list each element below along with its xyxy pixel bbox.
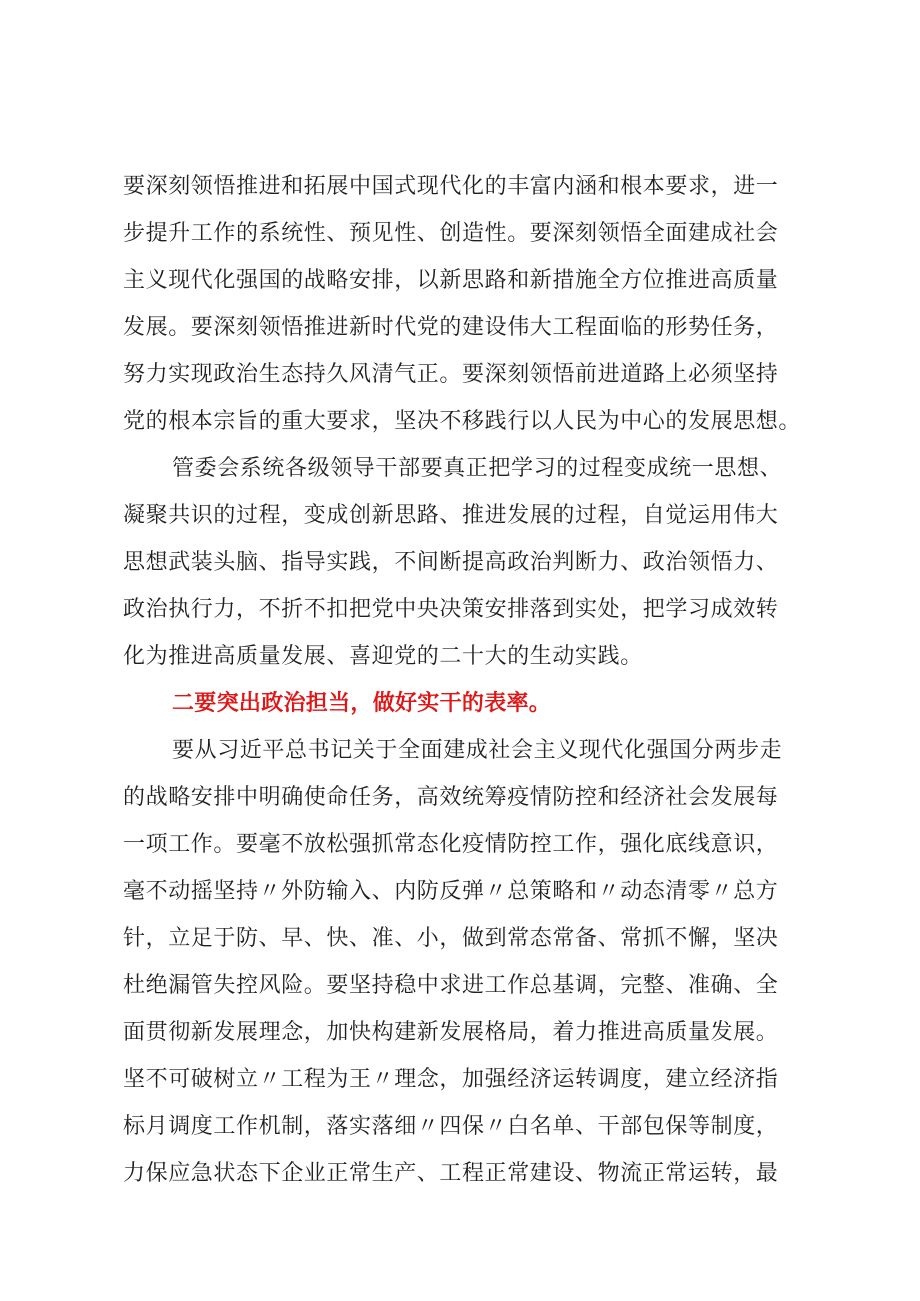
text-line: 主义现代化强国的战略安排，以新思路和新措施全方位推进高质量	[123, 268, 779, 293]
text-line: 的战略安排中明确使命任务，高效统筹疫情防控和经济社会发展每	[123, 785, 779, 810]
paragraph-first-line: 管委会系统各级领导干部要真正把学习的过程变成统一思想、	[172, 456, 783, 481]
document-body	[123, 163, 813, 1197]
text-line: 标月调度工作机制，落实落细〃四保〃白名单、干部包保等制度，	[123, 1114, 779, 1139]
paragraph-first-line: 要从习近平总书记关于全面建成社会主义现代化强国分两步走	[172, 738, 783, 763]
text-line: 发展。要深刻领悟推进新时代党的建设伟大工程面临的形势任务，	[123, 315, 779, 340]
text-line: 针，立足于防、早、快、准、小，做到常态常备、常抓不懈，坚决	[123, 926, 779, 951]
text-line: 一项工作。要毫不放松强抓常态化疫情防控工作，强化底线意识，	[123, 832, 779, 857]
text-line: 党的根本宗旨的重大要求，坚决不移践行以人民为中心的发展思想。	[123, 409, 802, 434]
text-line: 坚不可破树立〃工程为王〃理念，加强经济运转调度，建立经济指	[123, 1067, 779, 1092]
text-line: 毫不动摇坚持〃外防输入、内防反弹〃总策略和〃动态清零〃总方	[123, 879, 779, 904]
text-line: 凝聚共识的过程，变成创新思路、推进发展的过程，自觉运用伟大	[123, 503, 779, 528]
text-line: 步提升工作的系统性、预见性、创造性。要深刻领悟全面建成社会	[123, 221, 779, 246]
text-line: 思想武装头脑、指导实践，不间断提高政治判断力、政治领悟力、	[123, 550, 779, 575]
section-heading: 二要突出政治担当，做好实干的表率。	[172, 691, 552, 716]
text-line: 政治执行力，不折不扣把党中央决策安排落到实处，把学习成效转	[123, 597, 779, 622]
text-line: 要深刻领悟推进和拓展中国式现代化的丰富内涵和根本要求，进一	[123, 174, 779, 199]
text-line: 努力实现政治生态持久风清气正。要深刻领悟前进道路上必须坚持	[123, 362, 779, 387]
text-line: 杜绝漏管失控风险。要坚持稳中求进工作总基调，完整、准确、全	[123, 973, 779, 998]
text-line: 面贯彻新发展理念，加快构建新发展格局，着力推进高质量发展。	[123, 1020, 779, 1045]
text-line: 力保应急状态下企业正常生产、工程正常建设、物流正常运转，最	[123, 1161, 779, 1186]
text-line: 化为推进高质量发展、喜迎党的二十大的生动实践。	[123, 644, 643, 669]
